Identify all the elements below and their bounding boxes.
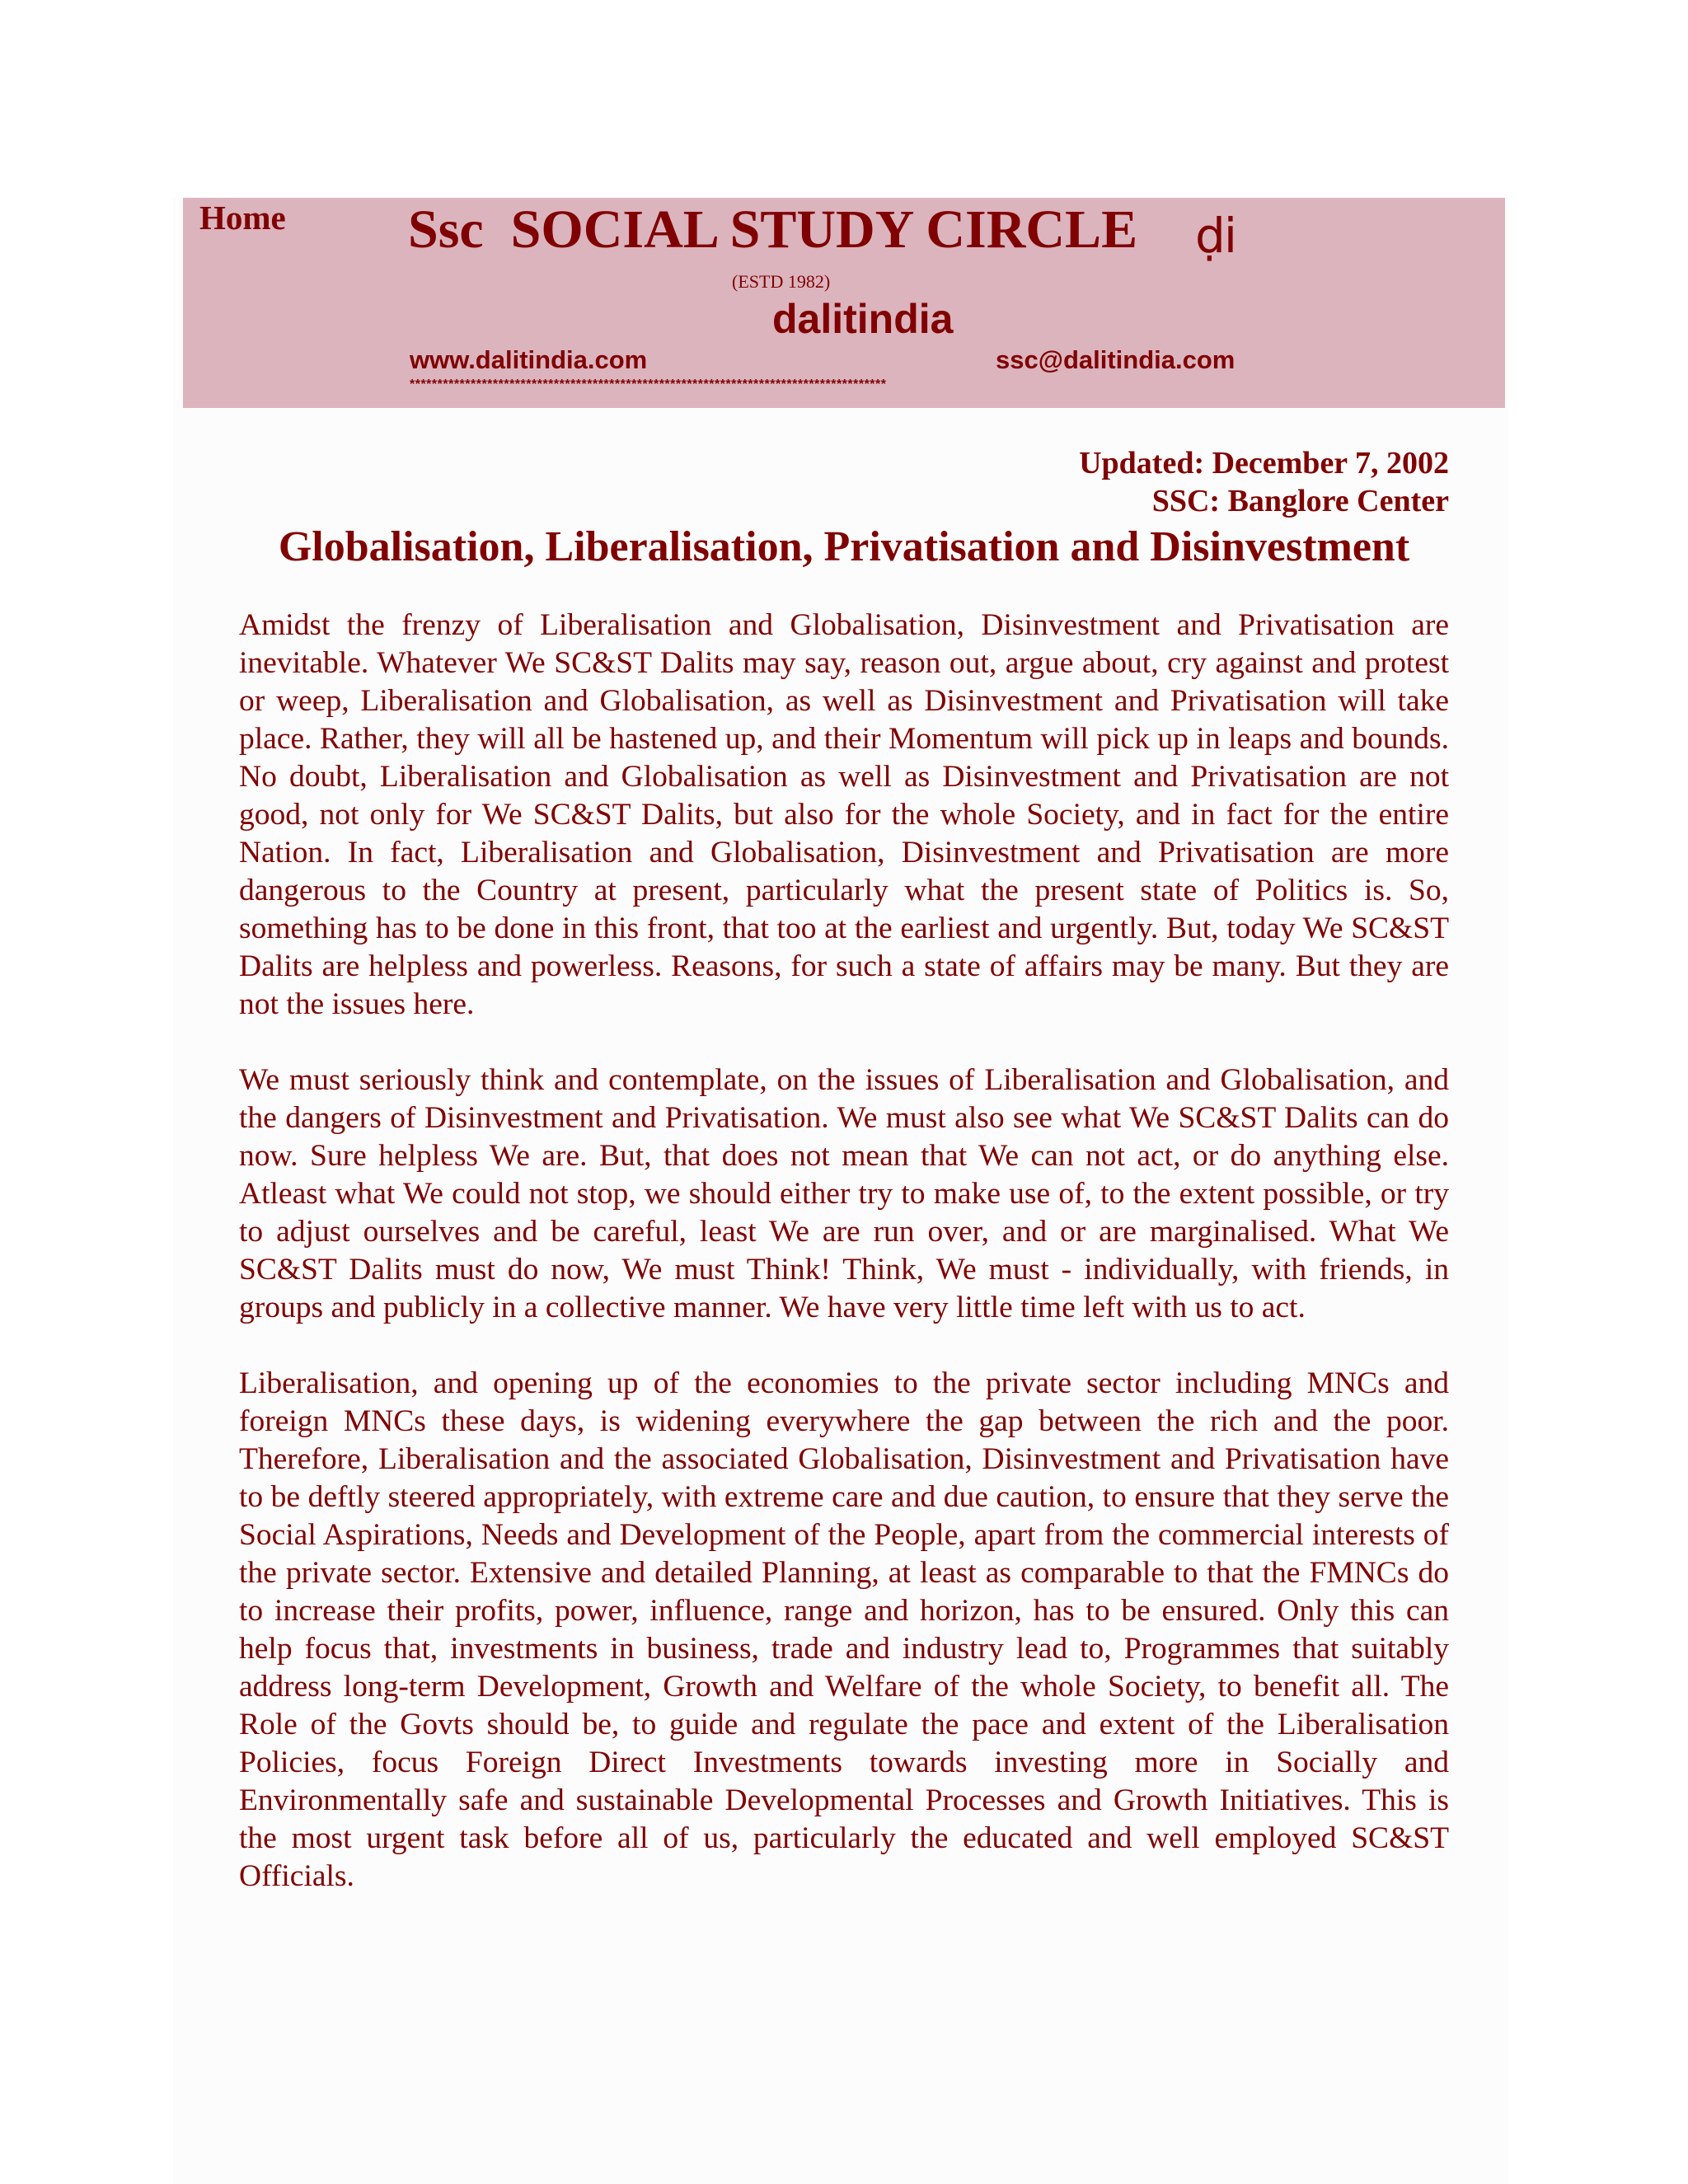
paragraph-1: Amidst the frenzy of Liberalisation and Globalisation, Disinvestment and Privatisation are inevitable. Whatever We SC&ST Dalits may say, reason out, argue about, cry against and protest or weep, Liberalisation and Globalisation, as well as Disinvestment and Privatisation will take place. Rather, they will all be hastened up, and their Momentum will pick up in leaps and bounds. No doubt, Liberalisation and Globalisation as well as Disinvestment and Privatisation are not good, not only for We SC&ST Dalits, but also for the whole Society, and in fact for the entire Nation. In fact, Liberalisation and Globalisation, Disinvestment and Privatisation are more dangerous to the Country at present, particularly what the present state of Politics is. So, something has to be done in this front, that too at the earliest and urgently. But, today We SC&ST Dalits are helpless and powerless. Reasons, for such a state of affairs may be many. But they are not the issues here. (239, 608, 1449, 1021)
updated-date: Updated: December 7, 2002 (1079, 446, 1449, 480)
center-name: SSC: Banglore Center (1151, 484, 1449, 518)
paragraph-2: We must seriously think and contemplate, on the issues of Liberalisation and Globalisation, and the dangers of Disinvestment and Privatisation. We must also see what We SC&ST Dalits can do now. Sure helpless We are. But, that does not mean that We can not act, or do anything else. Atleast what We could not stop, we should either try to make use of, to the extent possible, or try to adjust ourselves and be careful, least We are run over, and or are marginalised. What We SC&ST Dalits must do now, We must Think! Think, We must - individually, with friends, in groups and publicly in a collective manner. We have very little time left with us to act. (239, 1063, 1449, 1324)
established-year: (ESTD 1982) (732, 271, 831, 292)
page-title: Globalisation, Liberalisation, Privatisation and Disinvestment (278, 523, 1410, 570)
email-link[interactable]: ssc@dalitindia.com (996, 345, 1236, 374)
paragraph-3: Liberalisation, and opening up of the economies to the private sector including MNCs and foreign MNCs these days, is widening everywhere the gap between the rich and the poor. Therefore, Liberalisation and the associated Globalisation, Disinvestment and Privatisation have to be deftly steered appropriately, with extreme care and due caution, to ensure that they serve the Social Aspirations, Needs and Development of the People, apart from the commercial interests of the private sector. Extensive and detailed Planning, at least as comparable to that the FMNCs do to increase their profits, power, influence, range and horizon, has to be ensured. Only this can help focus that, investments in business, trade and industry lead to, Programmes that suitably address long-term Development, Growth and Welfare of the whole Society, to benefit all. The Role of the Govts should be, to guide and regulate the pace and extent of the Liberalisation Policies, focus Foreign Direct Investments towards investing more in Socially and Environmentally safe and sustainable Developmental Processes and Growth Initiatives. This is the most urgent task before all of us, particularly the educated and well employed SC&ST Officials. (239, 1366, 1449, 1893)
header-divider: ************************************************************************************** (410, 377, 887, 391)
article-body (239, 607, 1449, 1933)
dalitindia-logo-icon: ḍi (1195, 208, 1236, 264)
home-link[interactable]: Home (199, 199, 286, 237)
brand-name: dalitindia (772, 296, 954, 342)
site-title: Ssc SOCIAL STUDY CIRCLE (408, 199, 1138, 260)
website-link[interactable]: www.dalitindia.com (410, 345, 648, 374)
